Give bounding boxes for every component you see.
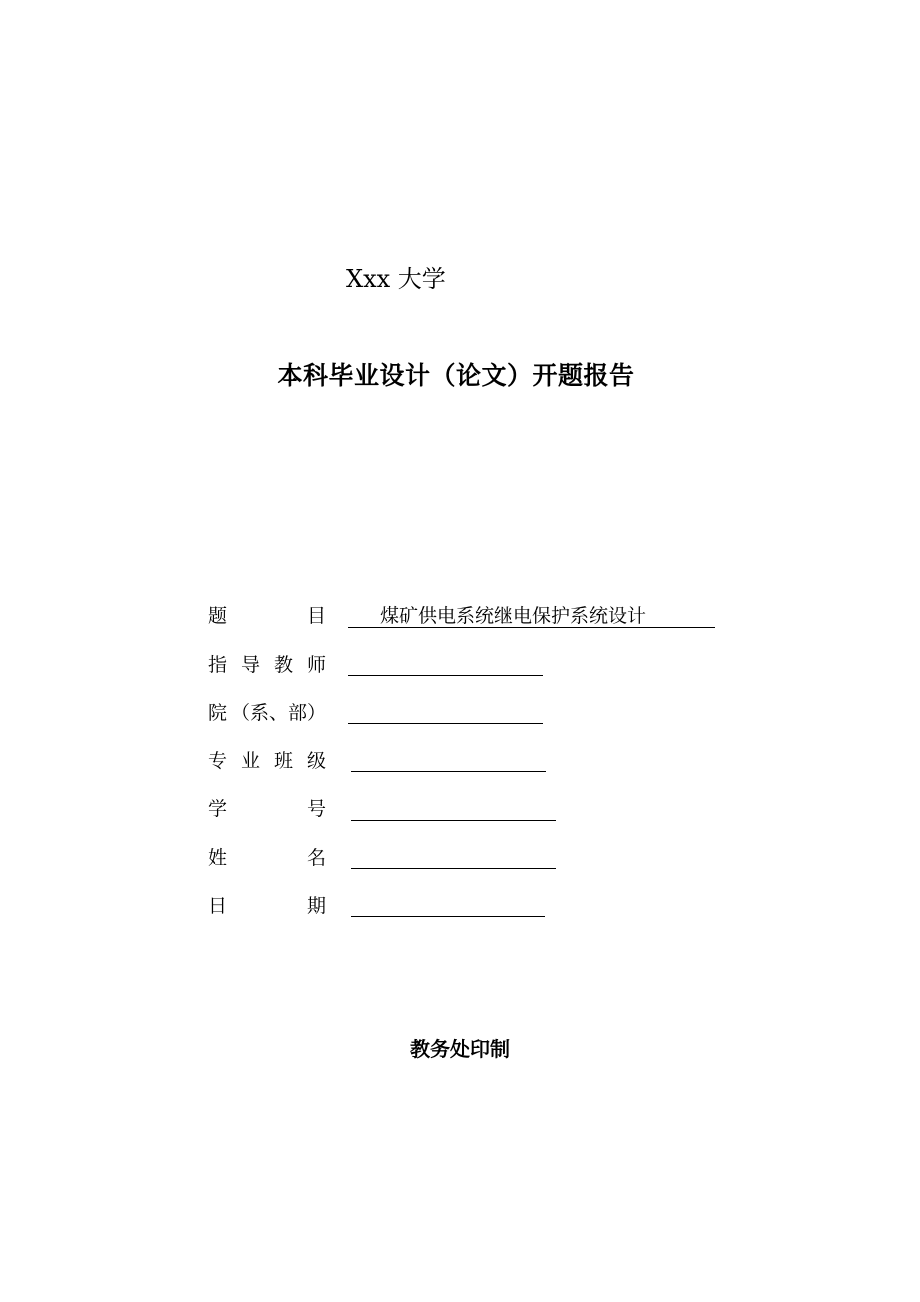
date-label [208,891,326,921]
advisor-label-char: 导 [240,654,260,676]
advisor-label [208,650,326,680]
advisor-label-char: 指 [208,654,228,676]
name-label-char: 名 [306,847,326,869]
advisor-label-char: 教 [273,654,293,676]
topic-label [208,601,326,631]
major-class-label-char: 级 [306,750,326,772]
major-class-label-char: 业 [240,750,260,772]
major-class-label-char: 班 [273,750,293,772]
advisor-underline [348,675,543,676]
printed-by-footer: 教务处印制 [410,1037,510,1061]
date-label-char: 期 [306,895,326,917]
topic-label-char: 目 [306,605,326,627]
major-class-label [208,746,326,776]
student-id-label [208,794,326,824]
date-label-char: 日 [208,895,228,917]
major-class-label-char: 专 [208,750,228,772]
university-name: Xxx 大学 [346,265,446,293]
topic-value: 煤矿供电系统继电保护系统设计 [380,605,647,627]
student-id-label-char: 号 [306,798,326,820]
report-title: 本科毕业设计（论文）开题报告 [277,361,635,390]
topic-label-char: 题 [208,605,228,627]
name-label [208,843,326,873]
department-label [208,698,326,728]
advisor-label-char: 师 [306,654,326,676]
name-label-char: 姓 [208,847,228,869]
department-label-char: （系、部） [230,702,326,724]
topic-underline [348,627,715,628]
student-id-underline [351,820,556,821]
name-underline [351,868,556,869]
date-underline [351,916,545,917]
major-class-underline [351,771,546,772]
student-id-label-char: 学 [208,798,228,820]
department-label-char: 院 [208,702,228,724]
department-underline [348,723,543,724]
